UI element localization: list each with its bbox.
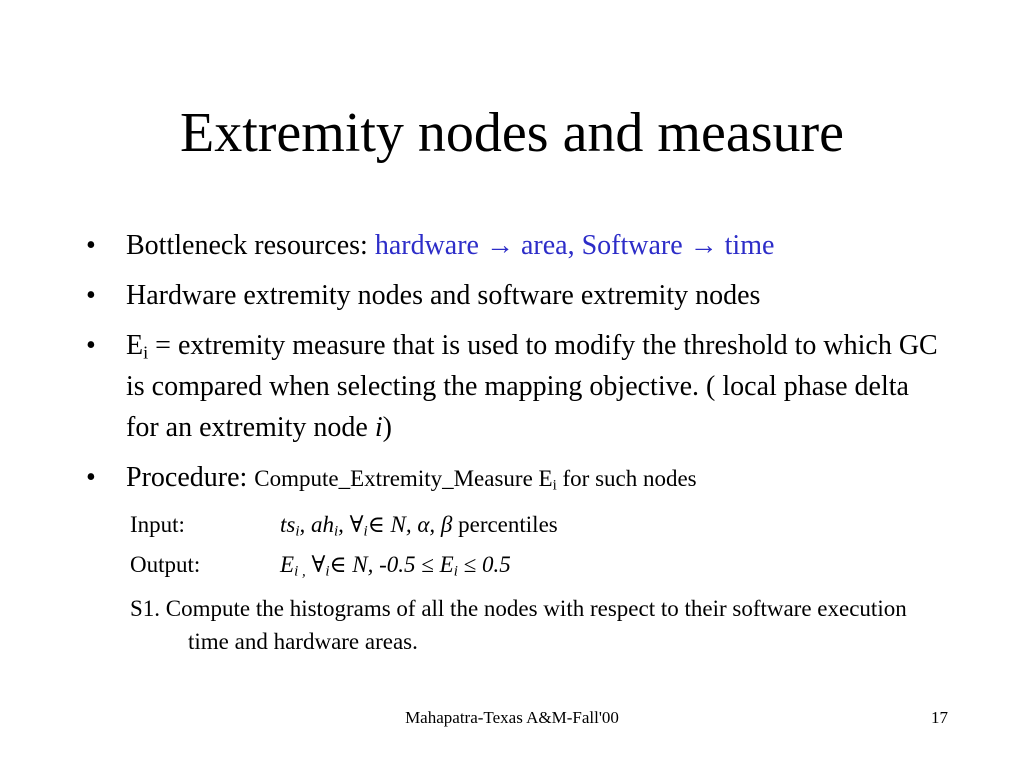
procedure-output-row bbox=[130, 545, 950, 585]
input-subscript: i bbox=[363, 523, 368, 540]
output-subscript: i bbox=[325, 563, 330, 580]
output-range-a: ∈ N, -0.5 ≤ E bbox=[329, 552, 454, 577]
output-forall: ∀ bbox=[305, 552, 326, 577]
procedure-tail: for such nodes bbox=[556, 466, 697, 491]
output-label: Output: bbox=[130, 552, 201, 577]
bullet-extremity-measure bbox=[86, 325, 946, 448]
input-label: Input: bbox=[130, 512, 185, 537]
procedure-block bbox=[130, 505, 950, 658]
slide-footer: Mahapatra-Texas A&M-Fall'00 bbox=[405, 708, 619, 727]
page-number: 17 bbox=[931, 708, 948, 727]
bullet-text: Hardware extremity nodes and software extremity nodes bbox=[126, 280, 761, 311]
input-set: ∈ N, α, β bbox=[367, 512, 459, 537]
bullet-text: = extremity measure that is used to modify the threshold to which GC is compared when selecting the mapping objective. ( local phase delta for an extremity node bbox=[126, 330, 938, 443]
bullet-dot: • bbox=[86, 462, 96, 493]
procedure-name bbox=[254, 466, 697, 494]
input-ts: ts bbox=[280, 512, 296, 537]
output-e: E bbox=[280, 552, 295, 577]
bullet-lead-subscript: i bbox=[143, 342, 149, 363]
bullet-dot: • bbox=[86, 230, 96, 261]
bullet-lead: E bbox=[126, 330, 144, 361]
procedure-input-row bbox=[130, 505, 950, 545]
output-range-b: ≤ 0.5 bbox=[457, 552, 511, 577]
bullet-dot: • bbox=[86, 280, 96, 311]
bullet-extremity-nodes bbox=[86, 275, 946, 316]
bullet-dot: • bbox=[86, 330, 96, 361]
procedure-name-text: Compute_Extremity_Measure E bbox=[254, 466, 553, 491]
bullet-text: Procedure: bbox=[126, 462, 255, 493]
slide-title: Extremity nodes and measure bbox=[179, 102, 844, 164]
bullet-procedure bbox=[86, 457, 946, 499]
procedure-subscript: i bbox=[552, 477, 557, 494]
input-forall: , ∀ bbox=[338, 512, 364, 537]
output-value bbox=[280, 545, 511, 585]
output-subscript: i , bbox=[294, 563, 306, 580]
output-subscript: i bbox=[453, 563, 458, 580]
bullet-list bbox=[86, 225, 946, 508]
bullet-bottleneck-resources bbox=[86, 225, 946, 266]
input-subscript: i bbox=[334, 523, 339, 540]
procedure-step-s1: S1. Compute the histograms of all the nodes with respect to their software execution time and hardware areas. bbox=[130, 596, 907, 654]
input-percentiles: percentiles bbox=[458, 512, 558, 537]
bullet-highlight: hardware → area, Software → time bbox=[374, 230, 775, 261]
bullet-tail: ) bbox=[382, 412, 392, 443]
input-subscript: i bbox=[295, 523, 300, 540]
input-ah: , ah bbox=[299, 512, 334, 537]
bullet-text: Bottleneck resources: bbox=[126, 230, 375, 261]
bullet-italic-var: i bbox=[374, 412, 383, 443]
input-value bbox=[280, 505, 558, 545]
